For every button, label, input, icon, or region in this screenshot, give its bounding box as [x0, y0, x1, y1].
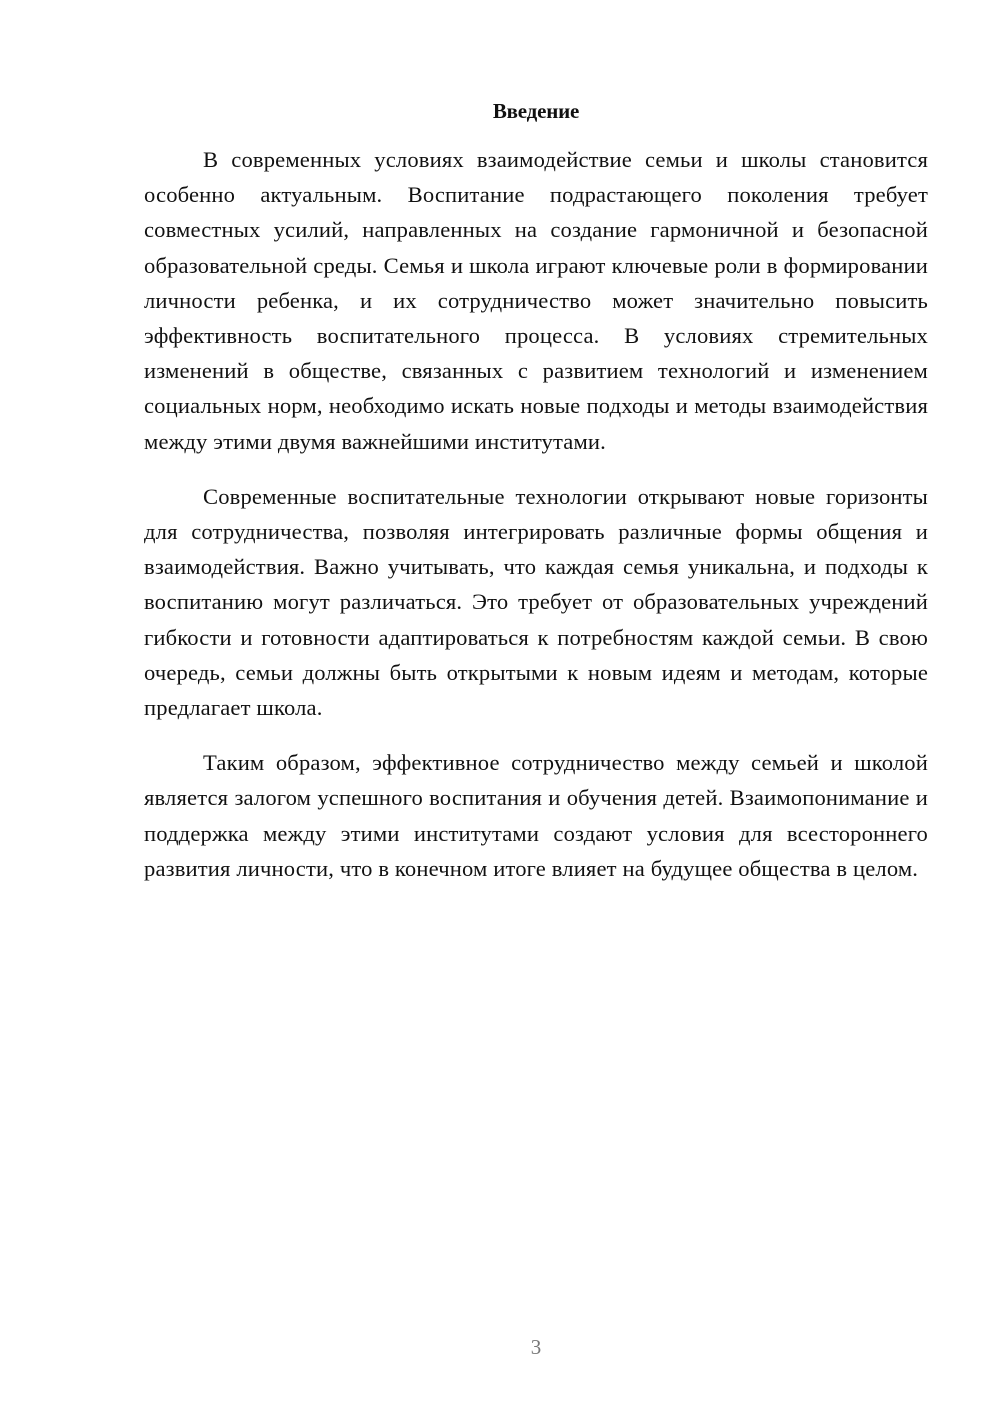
paragraph-3: Таким образом, эффективное сотрудничество между семьей и школой является залогом успешного воспитания и обучения детей. Взаимопонимание и поддержка между этими институтами создают условия для всестороннего развития личности, что в конечном итоге влияет на будущее общества в целом.: [144, 750, 928, 881]
page-number: 3: [530, 1335, 542, 1359]
paragraph-2: Современные воспитательные технологии открывают новые горизонты для сотрудничества, позволяя интегрировать различные формы общения и взаимодействия. Важно учитывать, что каждая семья уникальна, и подходы к воспитанию могут различаться. Это требует от образовательных учреждений гибкости и готовности адаптироваться к потребностям каждой семьи. В свою очередь, семьи должны быть открытыми к новым идеям и методам, которые предлагает школа.: [144, 483, 928, 721]
paragraph-1: В современных условиях взаимодействие семьи и школы становится особенно актуальным. Воспитание подрастающего поколения требует совместных усилий, направленных на создание гармоничной и безопасной образовательной среды. Семья и школа играют ключевые роли в формировании личности ребенка, и их сотрудничество может значительно повысить эффективность воспитательного процесса. В условиях стремительных изменений в обществе, связанных с развитием технологий и изменением социальных норм, необходимо искать новые подходы и методы взаимодействия между этими двумя важнейшими институтами.: [144, 147, 928, 454]
page-title: Введение: [492, 99, 580, 123]
body-text: [144, 142, 928, 886]
